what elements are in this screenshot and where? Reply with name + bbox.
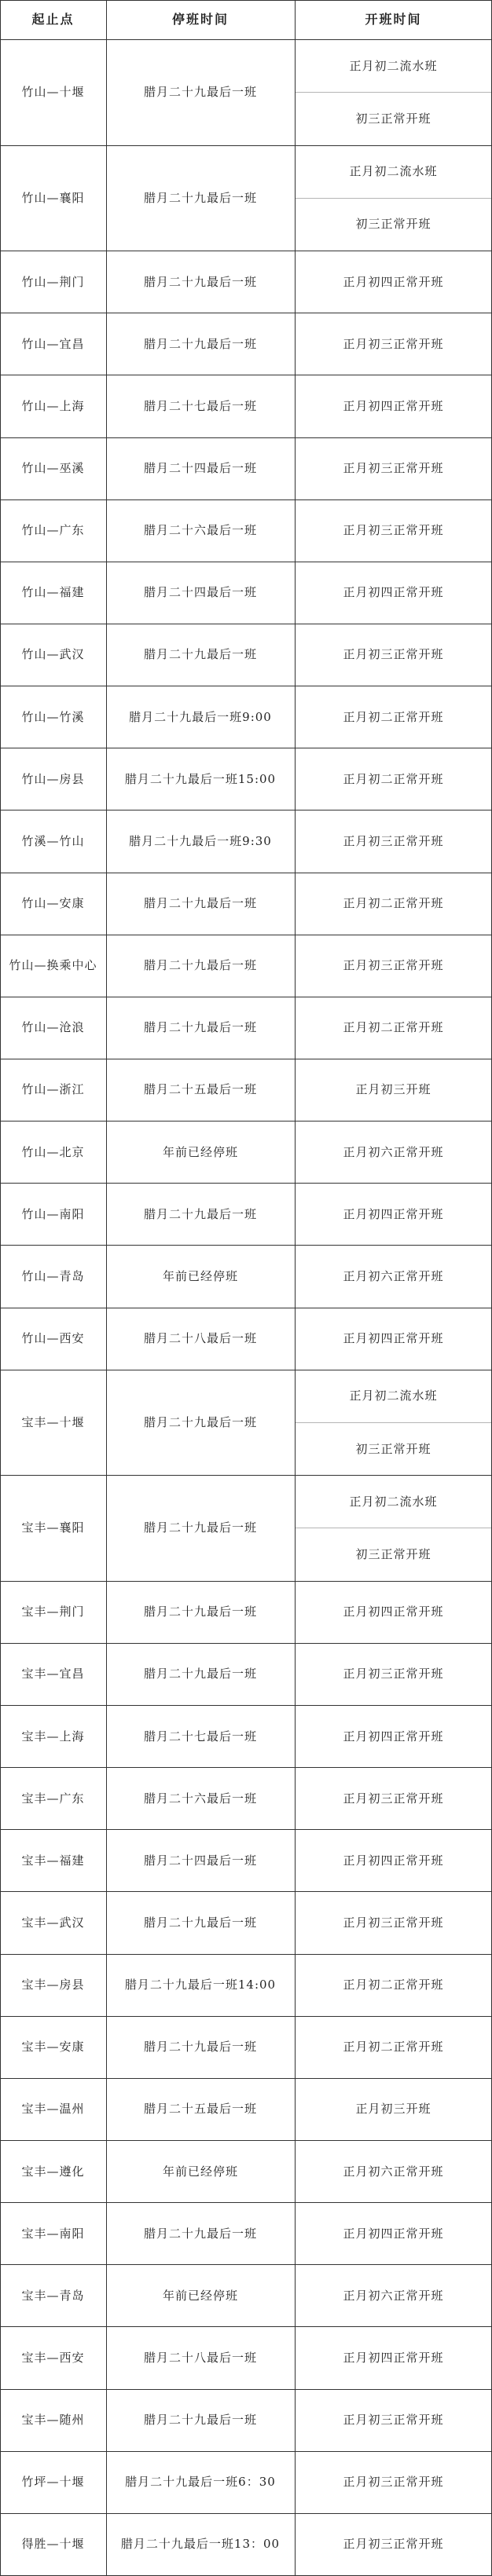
stop-time-cell: 腊月二十九最后一班9:30: [129, 833, 272, 848]
column-divider: [106, 0, 107, 2576]
start-time-cell: 正月初六正常开班: [343, 1268, 444, 1283]
route-cell: 得胜—十堰: [21, 2537, 85, 2552]
start-time-cell: 正月初三正常开班: [343, 1791, 444, 1806]
row-divider: [0, 0, 492, 1]
route-cell: 宝丰—南阳: [21, 2226, 85, 2241]
route-cell: 宝丰—西安: [21, 2350, 85, 2365]
stop-time-cell: 腊月二十九最后一班: [143, 2226, 257, 2241]
start-time-cell: 正月初二正常开班: [343, 896, 444, 911]
route-cell: 竹山—广东: [21, 523, 85, 538]
stop-time-cell: 腊月二十九最后一班: [143, 2040, 257, 2055]
stop-time-cell: 腊月二十九最后一班: [143, 2413, 257, 2428]
header-stop-time: 停班时间: [171, 12, 229, 27]
route-cell: 宝丰—宜昌: [21, 1667, 85, 1681]
route-cell: 宝丰—襄阳: [21, 1520, 85, 1535]
start-time-cell: 正月初四正常开班: [343, 1729, 444, 1744]
start-time-cell: 正月初三正常开班: [343, 2537, 444, 2552]
stop-time-cell: 腊月二十四最后一班: [143, 461, 257, 476]
stop-time-cell: 腊月二十九最后一班: [143, 336, 257, 351]
row-divider: [0, 2202, 492, 2203]
stop-time-cell: 腊月二十八最后一班: [143, 2350, 257, 2365]
start-time-cell: 正月初四正常开班: [343, 1853, 444, 1868]
route-cell: 宝丰—荆门: [21, 1605, 85, 1619]
route-cell: 竹山—沧浪: [21, 1020, 85, 1035]
row-divider: [0, 2140, 492, 2141]
row-divider: [0, 1829, 492, 1830]
stop-time-cell: 腊月二十九最后一班: [143, 85, 257, 100]
start-time-cell: 正月初二正常开班: [343, 1978, 444, 1992]
route-cell: 竹山—武汉: [21, 647, 85, 662]
row-divider: [0, 1767, 492, 1768]
row-divider: [0, 1891, 492, 1892]
stop-time-cell: 腊月二十九最后一班: [143, 1020, 257, 1035]
row-divider: [0, 1581, 492, 1582]
route-cell: 竹溪—竹山: [21, 833, 85, 848]
stop-time-cell: 腊月二十九最后一班: [143, 1667, 257, 1681]
stop-time-cell: 年前已经停班: [162, 1268, 238, 1283]
row-divider: [0, 1183, 492, 1184]
start-time-cell: 正月初四正常开班: [343, 274, 444, 289]
stop-time-cell: 腊月二十九最后一班: [143, 1605, 257, 1619]
route-cell: 竹山—宜昌: [21, 336, 85, 351]
cell-divider: [296, 92, 491, 93]
start-time-cell: 正月初四正常开班: [343, 585, 444, 600]
stop-time-cell: 年前已经停班: [162, 2164, 238, 2179]
start-time-cell: 初三正常开班: [355, 1547, 431, 1562]
route-cell: 竹山—十堰: [21, 85, 85, 100]
start-time-cell: 正月初四正常开班: [343, 2226, 444, 2241]
start-time-cell: 正月初三正常开班: [343, 1915, 444, 1930]
route-cell: 竹山—竹溪: [21, 709, 85, 724]
stop-time-cell: 年前已经停班: [162, 1144, 238, 1159]
stop-time-cell: 腊月二十四最后一班: [143, 585, 257, 600]
route-cell: 宝丰—青岛: [21, 2288, 85, 2303]
stop-time-cell: 腊月二十四最后一班: [143, 1853, 257, 1868]
start-time-cell: 正月初三正常开班: [343, 2413, 444, 2428]
stop-time-cell: 腊月二十九最后一班: [143, 896, 257, 911]
row-divider: [0, 1121, 492, 1122]
route-cell: 竹山—换乘中心: [9, 958, 97, 973]
row-divider: [0, 1245, 492, 1246]
route-cell: 竹山—北京: [21, 1144, 85, 1159]
stop-time-cell: 腊月二十九最后一班9:00: [129, 709, 272, 724]
stop-time-cell: 腊月二十六最后一班: [143, 523, 257, 538]
start-time-cell: 初三正常开班: [355, 111, 431, 126]
start-time-cell: 正月初三正常开班: [343, 958, 444, 973]
start-time-cell: 正月初二正常开班: [343, 771, 444, 786]
route-cell: 竹山—襄阳: [21, 190, 85, 205]
route-cell: 宝丰—遵化: [21, 2164, 85, 2179]
start-time-cell: 正月初三正常开班: [343, 647, 444, 662]
start-time-cell: 初三正常开班: [355, 1441, 431, 1456]
start-time-cell: 正月初四正常开班: [343, 2350, 444, 2365]
stop-time-cell: 腊月二十五最后一班: [143, 2102, 257, 2117]
start-time-cell: 正月初二正常开班: [343, 2040, 444, 2055]
start-time-cell: 正月初二流水班: [349, 58, 438, 73]
route-cell: 宝丰—温州: [21, 2102, 85, 2117]
route-cell: 竹山—福建: [21, 585, 85, 600]
route-cell: 宝丰—广东: [21, 1791, 85, 1806]
route-cell: 竹山—安康: [21, 896, 85, 911]
row-divider: [0, 2326, 492, 2327]
stop-time-cell: 腊月二十九最后一班: [143, 1206, 257, 1221]
stop-time-cell: 腊月二十九最后一班: [143, 1915, 257, 1930]
row-divider: [0, 1705, 492, 1706]
route-cell: 宝丰—武汉: [21, 1915, 85, 1930]
route-cell: 宝丰—上海: [21, 1729, 85, 1744]
row-divider: [0, 2513, 492, 2514]
route-cell: 竹山—上海: [21, 398, 85, 413]
route-cell: 竹山—南阳: [21, 1206, 85, 1221]
header-route: 起止点: [31, 12, 75, 27]
row-divider: [0, 39, 492, 40]
stop-time-cell: 腊月二十九最后一班: [143, 274, 257, 289]
route-cell: 竹山—青岛: [21, 1268, 85, 1283]
row-divider: [0, 2389, 492, 2390]
start-time-cell: 正月初四正常开班: [343, 1605, 444, 1619]
start-time-cell: 正月初六正常开班: [343, 2164, 444, 2179]
row-divider: [0, 1954, 492, 1955]
stop-time-cell: 腊月二十五最后一班: [143, 1082, 257, 1097]
row-divider: [0, 2078, 492, 2079]
stop-time-cell: 腊月二十九最后一班: [143, 647, 257, 662]
start-time-cell: 正月初三正常开班: [343, 2475, 444, 2490]
route-cell: 宝丰—房县: [21, 1978, 85, 1992]
row-divider: [0, 2264, 492, 2265]
start-time-cell: 正月初四正常开班: [343, 1206, 444, 1221]
start-time-cell: 正月初三正常开班: [343, 461, 444, 476]
row-divider: [0, 1643, 492, 1644]
stop-time-cell: 腊月二十九最后一班: [143, 958, 257, 973]
stop-time-cell: 腊月二十九最后一班: [143, 1520, 257, 1535]
route-cell: 竹山—荆门: [21, 274, 85, 289]
start-time-cell: 正月初四正常开班: [343, 1331, 444, 1346]
route-cell: 竹山—西安: [21, 1331, 85, 1346]
route-cell: 宝丰—福建: [21, 1853, 85, 1868]
stop-time-cell: 腊月二十九最后一班14:00: [124, 1978, 277, 1992]
route-cell: 竹坪—十堰: [21, 2475, 85, 2490]
row-divider: [0, 499, 492, 500]
route-cell: 竹山—浙江: [21, 1082, 85, 1097]
cell-divider: [296, 1422, 491, 1423]
route-cell: 宝丰—安康: [21, 2040, 85, 2055]
header-start-time: 开班时间: [365, 12, 422, 27]
row-divider: [0, 437, 492, 438]
route-cell: 竹山—巫溪: [21, 461, 85, 476]
stop-time-cell: 腊月二十九最后一班15:00: [124, 771, 277, 786]
stop-time-cell: 腊月二十九最后一班6：30: [125, 2475, 276, 2490]
route-cell: 竹山—房县: [21, 771, 85, 786]
start-time-cell: 正月初三正常开班: [343, 336, 444, 351]
stop-time-cell: 腊月二十九最后一班: [143, 190, 257, 205]
stop-time-cell: 腊月二十六最后一班: [143, 1791, 257, 1806]
start-time-cell: 正月初三正常开班: [343, 833, 444, 848]
row-divider: [0, 145, 492, 146]
start-time-cell: 初三正常开班: [355, 217, 431, 232]
stop-time-cell: 腊月二十七最后一班: [143, 1729, 257, 1744]
row-divider: [0, 1475, 492, 1476]
start-time-cell: 正月初二正常开班: [343, 709, 444, 724]
start-time-cell: 正月初四正常开班: [343, 398, 444, 413]
cell-divider: [296, 198, 491, 199]
start-time-cell: 正月初二流水班: [349, 164, 438, 179]
start-time-cell: 正月初六正常开班: [343, 2288, 444, 2303]
start-time-cell: 正月初三开班: [355, 1082, 431, 1097]
row-divider: [0, 2016, 492, 2017]
stop-time-cell: 腊月二十九最后一班: [143, 1414, 257, 1429]
column-divider: [0, 0, 1, 2576]
stop-time-cell: 腊月二十九最后一班13：00: [120, 2537, 281, 2552]
start-time-cell: 正月初六正常开班: [343, 1144, 444, 1159]
row-divider: [0, 2451, 492, 2452]
stop-time-cell: 年前已经停班: [162, 2288, 238, 2303]
start-time-cell: 正月初二流水班: [349, 1389, 438, 1403]
start-time-cell: 正月初二正常开班: [343, 1020, 444, 1035]
start-time-cell: 正月初三正常开班: [343, 523, 444, 538]
start-time-cell: 正月初三开班: [355, 2102, 431, 2117]
start-time-cell: 正月初二流水班: [349, 1494, 438, 1509]
route-cell: 宝丰—十堰: [21, 1414, 85, 1429]
stop-time-cell: 腊月二十八最后一班: [143, 1331, 257, 1346]
route-cell: 宝丰—随州: [21, 2413, 85, 2428]
start-time-cell: 正月初三正常开班: [343, 1667, 444, 1681]
stop-time-cell: 腊月二十七最后一班: [143, 398, 257, 413]
column-divider: [295, 0, 296, 2576]
